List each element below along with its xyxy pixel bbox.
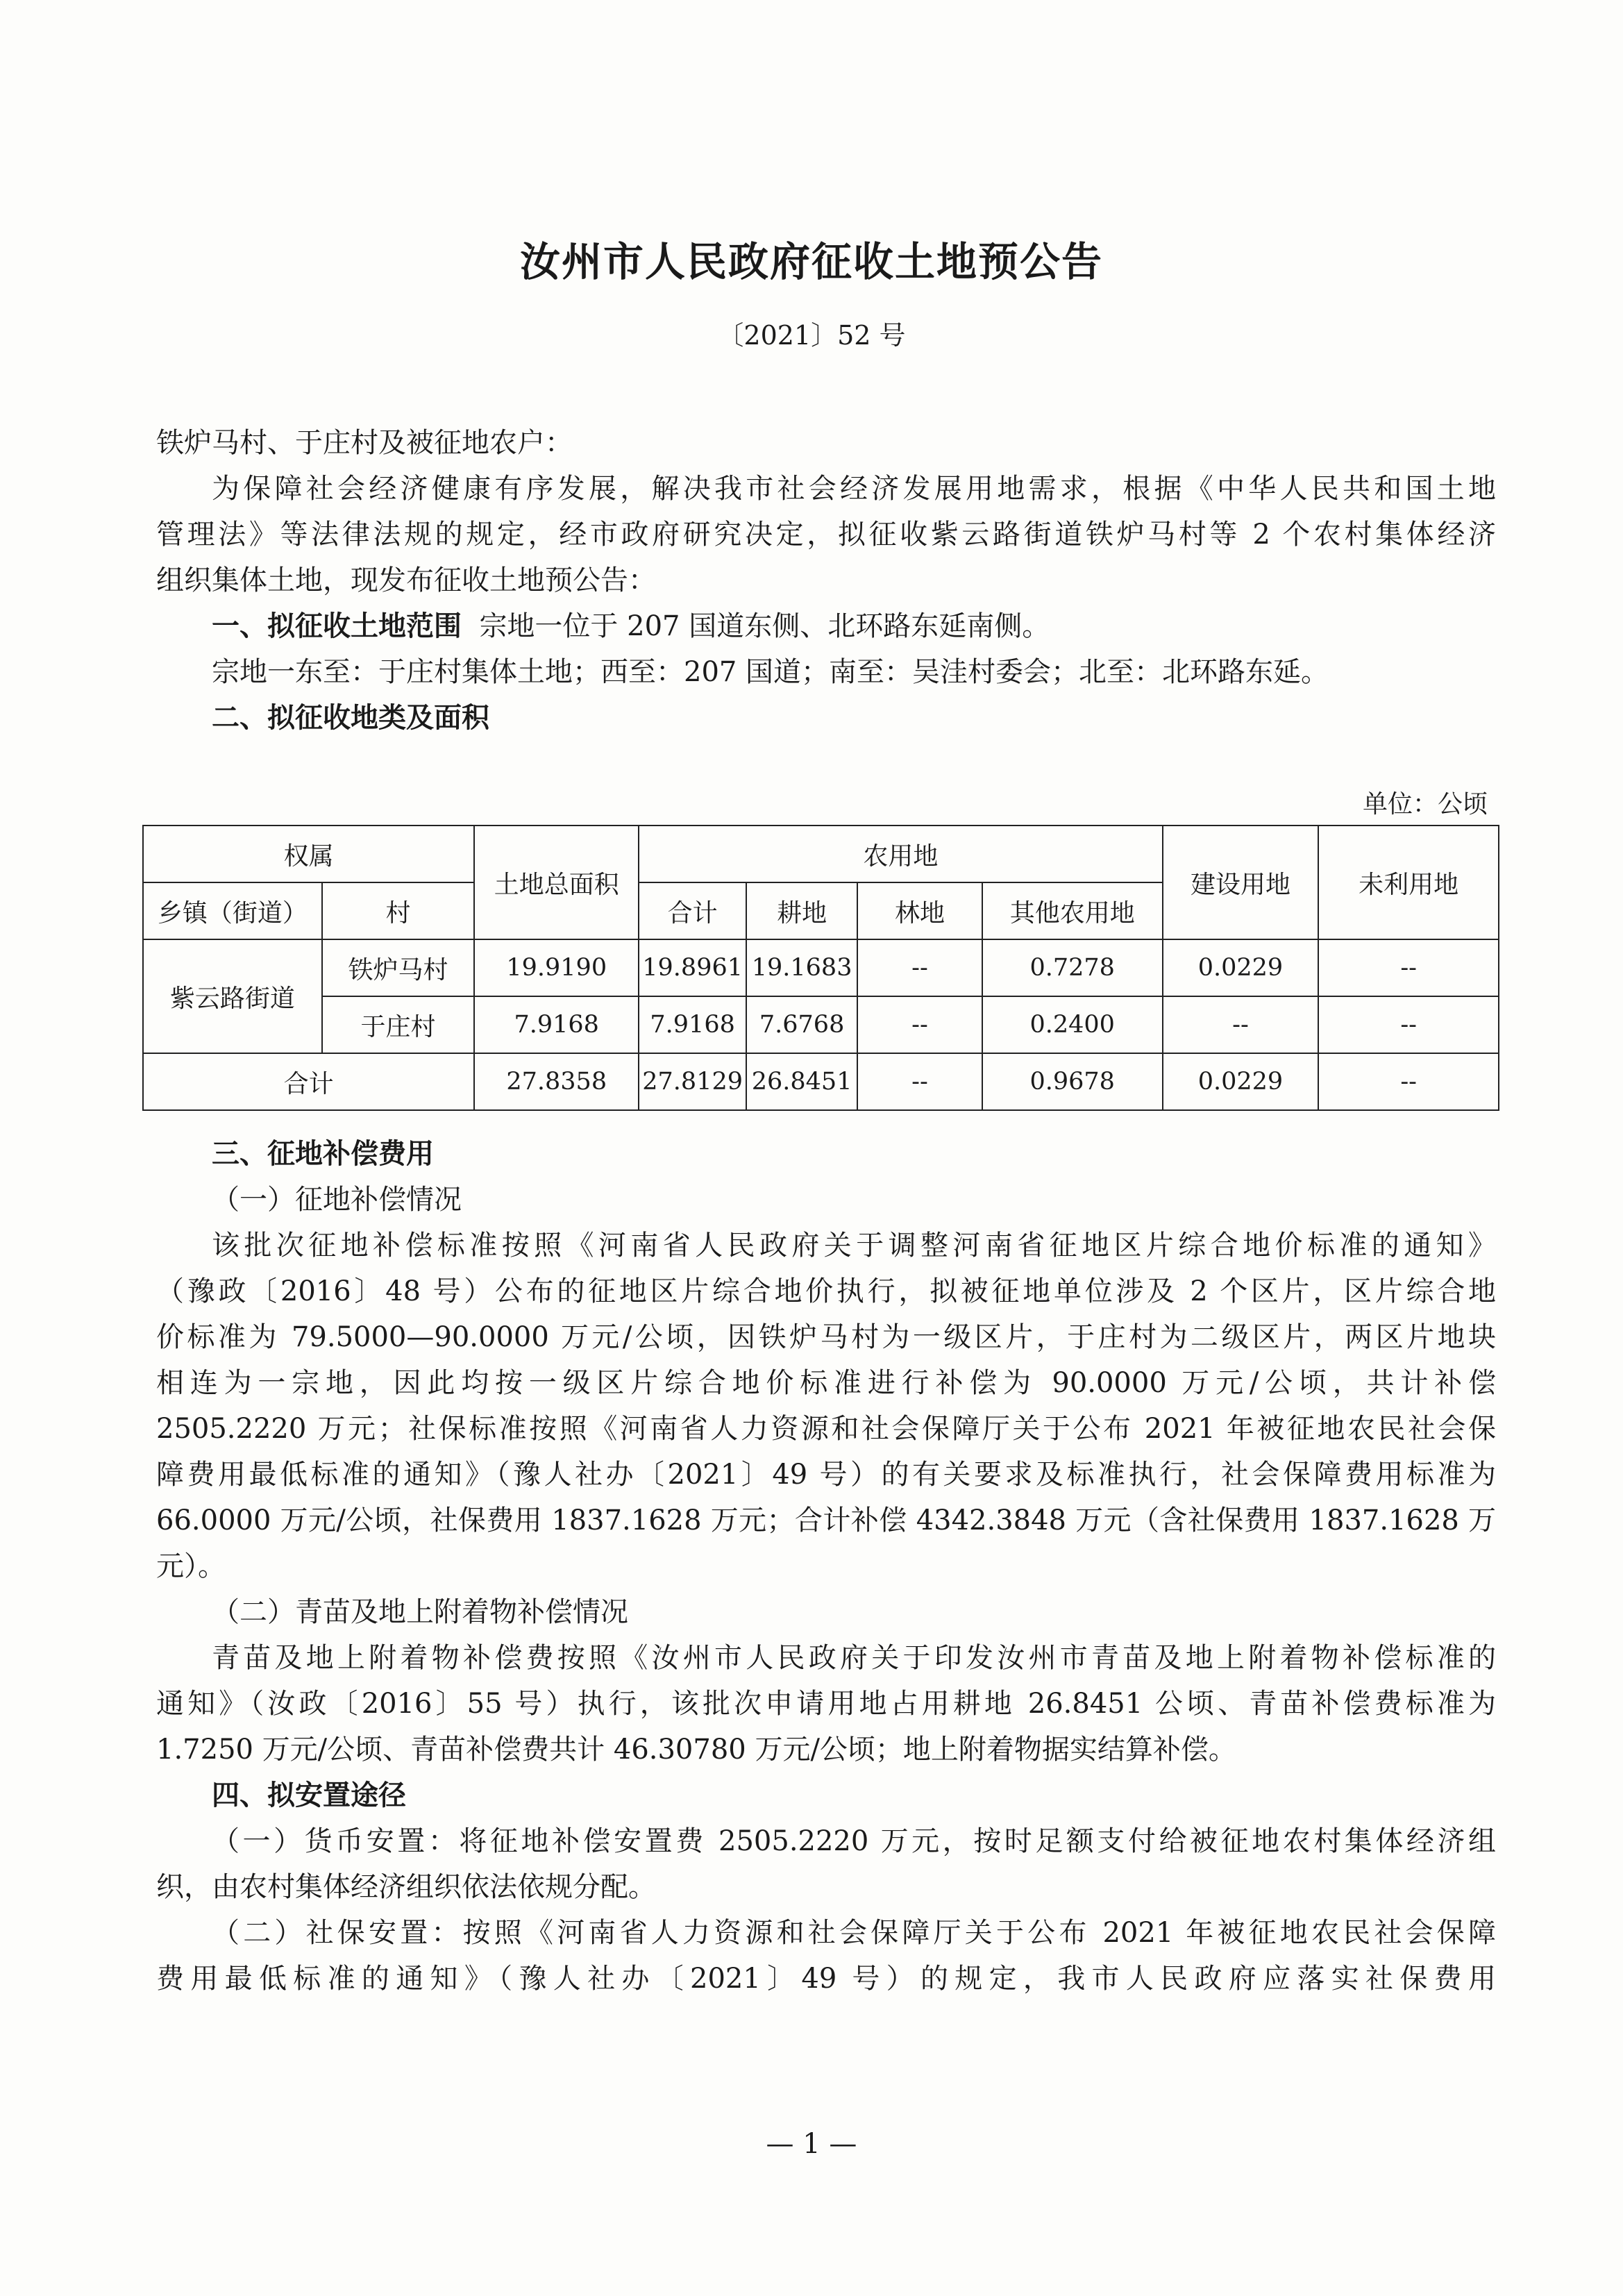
section1-line: [156, 605, 1496, 647]
table-row: [143, 996, 1499, 1053]
cell-unused: --: [1318, 996, 1499, 1053]
cell-agri-sum: 19.8961: [639, 939, 746, 996]
header-other-agri: 其他农用地: [982, 882, 1163, 939]
cell-other-agri: 0.7278: [982, 939, 1163, 996]
table-unit: 单位：公顷: [1362, 790, 1488, 819]
table-row: [143, 939, 1499, 996]
header-total-area: 土地总面积: [474, 826, 639, 939]
header-town: 乡镇（街道）: [143, 882, 322, 939]
page-number: — 1 —: [766, 2128, 857, 2160]
document-title: 汝州市人民政府征收土地预公告: [519, 238, 1103, 285]
cell-total: 7.9168: [474, 996, 639, 1053]
cell-forest: --: [857, 939, 982, 996]
cell-unused: --: [1318, 1053, 1499, 1110]
cell-village: 于庄村: [322, 996, 475, 1053]
section1-boundaries: 宗地一东至：于庄村集体土地；西至：207 国道；南至：吴洼村委会；北至：北环路东延。: [212, 656, 1329, 688]
cell-farmland: 26.8451: [746, 1053, 857, 1110]
cell-forest: --: [857, 1053, 982, 1110]
paragraph-line: 织，由农村集体经济组织依法依规分配。: [156, 1871, 656, 1903]
paragraph-line: 费用最低标准的通知》（豫人社办〔2021〕49 号）的规定，我市人民政府应落实社保费用: [156, 1963, 1496, 1995]
paragraph-line: 该批次征地补偿标准按照《河南省人民政府关于调整河南省征地区片综合地价标准的通知》: [212, 1230, 1496, 1262]
addressee: 铁炉马村、于庄村及被征地农户：: [156, 427, 573, 459]
cell-construction: --: [1163, 996, 1319, 1053]
header-forest: 林地: [857, 882, 982, 939]
section3-sub2: （二）青苗及地上附着物补偿情况: [212, 1596, 628, 1628]
header-village: 村: [322, 882, 475, 939]
cell-unused: --: [1318, 939, 1499, 996]
paragraph-line: 障费用最低标准的通知》（豫人社办〔2021〕49 号）的有关要求及标准执行，社会保障费用标准为: [156, 1459, 1496, 1491]
cell-agri-sum: 7.9168: [639, 996, 746, 1053]
cell-other-agri: 0.2400: [982, 996, 1163, 1053]
intro-line: 组织集体土地，现发布征收土地预公告：: [156, 564, 656, 596]
cell-agri-sum: 27.8129: [639, 1053, 746, 1110]
intro-line: 为保障社会经济健康有序发展，解决我市社会经济发展用地需求，根据《中华人民共和国土地: [212, 473, 1496, 505]
cell-farmland: 19.1683: [746, 939, 857, 996]
table-total-row: [143, 1053, 1499, 1110]
section2-heading: 二、拟征收地类及面积: [212, 702, 489, 734]
cell-total: 27.8358: [474, 1053, 639, 1110]
section1-heading: 一、拟征收土地范围: [212, 610, 462, 642]
cell-total: 19.9190: [474, 939, 639, 996]
cell-other-agri: 0.9678: [982, 1053, 1163, 1110]
paragraph-line: 2505.2220 万元；社保标准按照《河南省人力资源和社会保障厅关于公布 2021 年被征地农民社会保: [156, 1413, 1496, 1445]
cell-town: 紫云路街道: [143, 939, 322, 1053]
header-agri-sum: 合计: [639, 882, 746, 939]
cell-forest: --: [857, 996, 982, 1053]
paragraph-line: 通知》（汝政〔2016〕55 号）执行，该批次申请用地占用耕地 26.8451 公顷、青苗补偿费标准为: [156, 1688, 1496, 1720]
paragraph-line: （豫政〔2016〕48 号）公布的征地区片综合地价执行，拟被征地单位涉及 2 个区片，区片综合地: [156, 1275, 1496, 1307]
cell-farmland: 7.6768: [746, 996, 857, 1053]
section4-heading: 四、拟安置途径: [212, 1779, 406, 1811]
header-unused: 未利用地: [1318, 826, 1499, 939]
cell-construction: 0.0229: [1163, 1053, 1319, 1110]
paragraph-line: 66.0000 万元/公顷，社保费用 1837.1628 万元；合计补偿 4342.3848 万元（含社保费用 1837.1628 万: [156, 1505, 1496, 1536]
paragraph-line: 价标准为 79.5000—90.0000 万元/公顷，因铁炉马村为一级区片，于庄村为二级区片，两区片地块: [156, 1321, 1496, 1353]
paragraph-line: 青苗及地上附着物补偿费按照《汝州市人民政府关于印发汝州市青苗及地上附着物补偿标准的: [212, 1642, 1496, 1674]
cell-village: 铁炉马村: [322, 939, 475, 996]
paragraph-line: 1.7250 万元/公顷、青苗补偿费共计 46.30780 万元/公顷；地上附着物据实结算补偿。: [156, 1734, 1236, 1766]
land-area-table: [142, 825, 1499, 1111]
header-ownership: 权属: [143, 826, 474, 882]
paragraph-line: 元）。: [156, 1550, 226, 1582]
document-number: 〔2021〕52 号: [717, 320, 906, 351]
paragraph-line: （二）社保安置：按照《河南省人力资源和社会保障厅关于公布 2021 年被征地农民社会保障: [212, 1917, 1496, 1949]
header-agricultural: 农用地: [639, 826, 1162, 882]
paragraph-line: 相连为一宗地，因此均按一级区片综合地价标准进行补偿为 90.0000 万元/公顷，共计补偿: [156, 1367, 1496, 1399]
section3-sub1: （一）征地补偿情况: [212, 1184, 462, 1216]
paragraph-line: （一）货币安置：将征地补偿安置费 2505.2220 万元，按时足额支付给被征地农村集体经济组: [212, 1825, 1496, 1857]
header-construction: 建设用地: [1163, 826, 1319, 939]
section3-heading: 三、征地补偿费用: [212, 1138, 434, 1170]
cell-total-label: 合计: [143, 1053, 474, 1110]
header-farmland: 耕地: [746, 882, 857, 939]
section1-text: 宗地一位于 207 国道东侧、北环路东延南侧。: [479, 610, 1050, 642]
intro-line: 管理法》等法律法规的规定，经市政府研究决定，拟征收紫云路街道铁炉马村等 2 个农村集体经济: [156, 519, 1496, 551]
cell-construction: 0.0229: [1163, 939, 1319, 996]
